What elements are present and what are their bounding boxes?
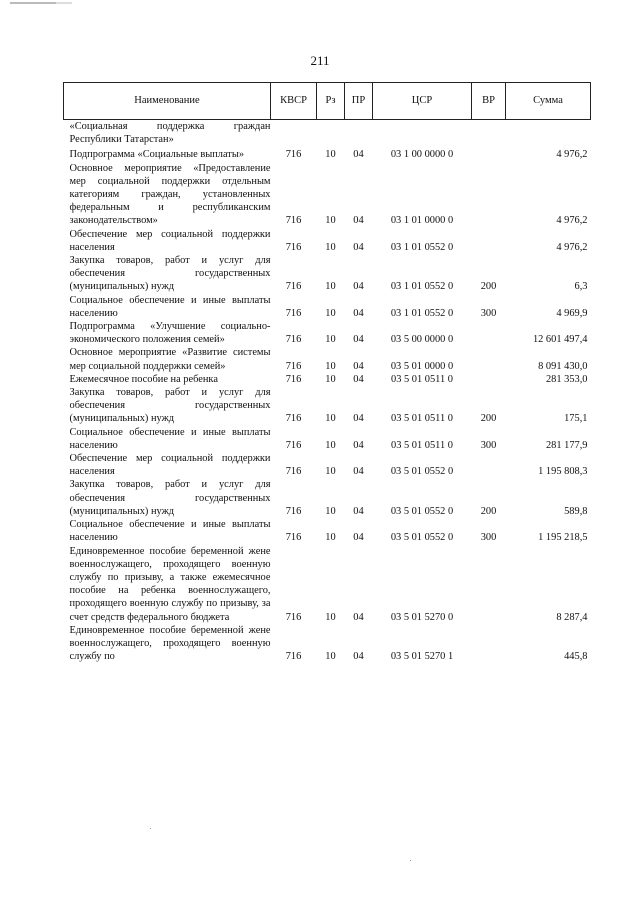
- table-row: [64, 346, 591, 372]
- cell-vr: [472, 320, 506, 346]
- cell-pr: 04: [353, 532, 364, 544]
- cell-rz: 10: [325, 466, 336, 478]
- cell-rz: 10: [325, 413, 336, 425]
- cell-csr: 03 5 01 0552 0: [390, 466, 454, 478]
- cell-sum: 175,1: [564, 413, 588, 425]
- column-header-pr: ПР: [345, 83, 373, 120]
- cell-pr: 04: [353, 505, 364, 517]
- table-row: [64, 148, 591, 161]
- cell-kvsr: 716: [285, 651, 302, 663]
- cell-csr: 03 1 01 0552 0: [390, 281, 454, 293]
- table-header-row: [64, 83, 591, 120]
- cell-pr: 04: [353, 651, 364, 663]
- cell-kvsr: 716: [285, 611, 302, 623]
- cell-csr: 03 5 01 0552 0: [390, 505, 454, 517]
- cell-pr: 04: [353, 413, 364, 425]
- table-row: [64, 162, 591, 228]
- cell-sum: 281 353,0: [545, 373, 588, 385]
- cell-sum: 4 976,2: [556, 241, 588, 253]
- cell-kvsr: 716: [285, 439, 302, 451]
- cell-kvsr: [271, 120, 317, 147]
- cell-csr: 03 1 01 0552 0: [390, 307, 454, 319]
- cell-rz: 10: [325, 532, 336, 544]
- cell-rz: 10: [325, 241, 336, 253]
- cell-sum: 6,3: [574, 281, 588, 293]
- cell-rz: 10: [325, 281, 336, 293]
- cell-vr: 300: [480, 532, 497, 544]
- cell-sum: 4 976,2: [556, 215, 588, 227]
- table-row: [64, 452, 591, 478]
- column-header-name: Наименование: [64, 83, 271, 120]
- cell-vr: 200: [480, 505, 497, 517]
- cell-name: Подпрограмма «Социальные выплаты»: [69, 149, 245, 161]
- cell-sum: 445,8: [564, 651, 588, 663]
- table-row: [64, 254, 591, 294]
- cell-rz: 10: [325, 505, 336, 517]
- cell-kvsr: 716: [285, 360, 302, 372]
- cell-csr: 03 5 01 5270 1: [390, 651, 454, 663]
- cell-rz: 10: [325, 215, 336, 227]
- cell-kvsr: 716: [285, 334, 302, 346]
- page-number: 211: [310, 53, 330, 68]
- cell-pr: 04: [353, 241, 364, 253]
- cell-rz: 10: [325, 334, 336, 346]
- cell-csr: 03 5 01 0552 0: [390, 532, 454, 544]
- cell-rz: 10: [325, 149, 336, 161]
- cell-name: Единовременное пособие беременной жене военнослужащего, проходящего военную службу по призыву, а также ежемесячное пособие на ребенка военнослужащего, проходящего военную службу по призыву, за счет средств федерального бюджета: [69, 545, 271, 623]
- table-row: [64, 120, 591, 147]
- table-body: [64, 120, 591, 664]
- cell-vr: 200: [480, 281, 497, 293]
- cell-sum: 1 195 218,5: [538, 532, 588, 544]
- table-row: [64, 228, 591, 254]
- cell-name: Основное мероприятие «Предоставление мер социальной поддержки отдельным категориям граждан, установленных федеральным и республиканским законодательством»: [69, 162, 271, 227]
- cell-pr: 04: [353, 360, 364, 372]
- cell-name: Закупка товаров, работ и услуг для обеспечения государственных (муниципальных) нужд: [69, 479, 271, 517]
- cell-name: Подпрограмма «Улучшение социально-экономического положения семей»: [69, 321, 271, 346]
- column-header-kvsr: КВСР: [271, 83, 317, 120]
- cell-vr: [472, 452, 506, 478]
- table-row: [64, 624, 591, 664]
- cell-rz: 10: [325, 373, 336, 385]
- cell-sum: 589,8: [564, 505, 588, 517]
- cell-sum: 8 287,4: [556, 611, 588, 623]
- cell-rz: 10: [325, 360, 336, 372]
- scan-mark: [10, 2, 72, 4]
- cell-kvsr: 716: [285, 241, 302, 253]
- column-header-csr: ЦСР: [373, 83, 472, 120]
- table-row: [64, 518, 591, 544]
- cell-rz: 10: [325, 439, 336, 451]
- cell-name: Закупка товаров, работ и услуг для обеспечения государственных (муниципальных) нужд: [69, 387, 271, 425]
- cell-kvsr: 716: [285, 532, 302, 544]
- column-header-sum: Сумма: [506, 83, 591, 120]
- cell-sum: 4 976,2: [556, 149, 588, 161]
- cell-kvsr: 716: [285, 413, 302, 425]
- cell-vr: 300: [480, 439, 497, 451]
- cell-pr: 04: [353, 215, 364, 227]
- cell-vr: [472, 120, 506, 147]
- cell-csr: 03 1 01 0000 0: [390, 215, 454, 227]
- cell-sum: 8 091 430,0: [538, 360, 588, 372]
- cell-name: Социальное обеспечение и иные выплаты населению: [69, 294, 271, 319]
- cell-name: Основное мероприятие «Развитие системы мер социальной поддержки семей»: [69, 347, 271, 372]
- cell-csr: 03 5 01 5270 0: [390, 611, 454, 623]
- cell-sum: 12 601 497,4: [532, 334, 588, 346]
- cell-vr: [472, 346, 506, 372]
- cell-sum: 281 177,9: [545, 439, 588, 451]
- cell-csr: 03 5 00 0000 0: [390, 334, 454, 346]
- cell-vr: [472, 373, 506, 386]
- cell-name: Единовременное пособие беременной жене военнослужащего, проходящего военную службу по: [69, 624, 271, 663]
- cell-name: Социальное обеспечение и иные выплаты населению: [69, 426, 271, 451]
- table-row: [64, 386, 591, 426]
- table-row: [64, 373, 591, 386]
- cell-vr: 300: [480, 307, 497, 319]
- cell-vr: [472, 228, 506, 254]
- cell-csr: 03 5 01 0511 0: [391, 439, 453, 451]
- table-row: [64, 545, 591, 624]
- table-row: [64, 294, 591, 320]
- cell-pr: 04: [353, 439, 364, 451]
- cell-pr: 04: [353, 307, 364, 319]
- cell-kvsr: 716: [285, 373, 302, 385]
- cell-vr: [472, 624, 506, 664]
- cell-kvsr: 716: [285, 307, 302, 319]
- cell-name: Обеспечение мер социальной поддержки населения: [69, 453, 271, 478]
- cell-vr: [472, 162, 506, 228]
- cell-kvsr: 716: [285, 281, 302, 293]
- cell-vr: 200: [480, 413, 497, 425]
- cell-rz: [317, 120, 345, 147]
- cell-kvsr: 716: [285, 505, 302, 517]
- cell-pr: [345, 120, 373, 147]
- cell-sum: [506, 120, 591, 147]
- cell-pr: 04: [353, 466, 364, 478]
- cell-rz: 10: [325, 307, 336, 319]
- cell-kvsr: 716: [285, 215, 302, 227]
- cell-kvsr: 716: [285, 149, 302, 161]
- table-row: [64, 320, 591, 346]
- cell-name: Ежемесячное пособие на ребенка: [69, 373, 218, 385]
- cell-kvsr: 716: [285, 466, 302, 478]
- cell-csr: 03 1 01 0552 0: [390, 241, 454, 253]
- table-row: [64, 426, 591, 452]
- cell-vr: [472, 545, 506, 624]
- cell-pr: 04: [353, 611, 364, 623]
- cell-pr: 04: [353, 149, 364, 161]
- column-header-rz: Рз: [317, 83, 345, 120]
- cell-sum: 1 195 808,3: [538, 466, 588, 478]
- cell-csr: 03 5 01 0511 0: [391, 373, 453, 385]
- cell-name: Обеспечение мер социальной поддержки населения: [69, 228, 271, 253]
- cell-name: Закупка товаров, работ и услуг для обеспечения государственных (муниципальных) нужд: [69, 255, 271, 293]
- cell-name: Социальное обеспечение и иные выплаты населению: [69, 519, 271, 544]
- cell-csr: [373, 120, 472, 147]
- cell-rz: 10: [325, 651, 336, 663]
- cell-vr: [472, 148, 506, 161]
- cell-csr: 03 5 01 0511 0: [391, 413, 453, 425]
- cell-pr: 04: [353, 373, 364, 385]
- table-row: [64, 478, 591, 518]
- cell-rz: 10: [325, 611, 336, 623]
- budget-table: [63, 82, 591, 663]
- cell-csr: 03 1 00 0000 0: [390, 149, 454, 161]
- cell-pr: 04: [353, 281, 364, 293]
- cell-pr: 04: [353, 334, 364, 346]
- cell-csr: 03 5 01 0000 0: [390, 360, 454, 372]
- cell-name: «Социальная поддержка граждан Республики Татарстан»: [69, 121, 271, 146]
- column-header-vr: ВР: [472, 83, 506, 120]
- cell-sum: 4 969,9: [556, 307, 588, 319]
